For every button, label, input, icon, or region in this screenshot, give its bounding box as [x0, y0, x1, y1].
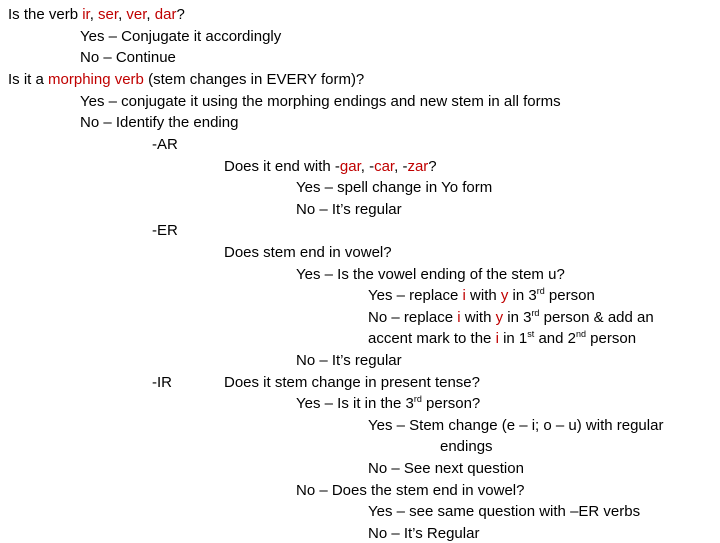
- highlight-gar: gar: [339, 158, 361, 175]
- label-er: -ER: [152, 222, 178, 239]
- answer-yes-third-person: Yes – Is it in the 3rd person?: [296, 394, 481, 412]
- question-stem-vowel: Does stem end in vowel?: [224, 244, 392, 261]
- answer-yes-morphing: Yes – conjugate it using the morphing endings and new stem in all forms: [80, 93, 561, 110]
- answer-no-next-question: No – See next question: [368, 460, 524, 477]
- highlight-dar: dar: [154, 6, 177, 23]
- highlight-ver: ver: [126, 6, 147, 23]
- label-ar: -AR: [152, 136, 178, 153]
- highlight-y: y: [495, 309, 504, 326]
- question-morphing-verb: Is it a morphing verb (stem changes in EVERY form)?: [8, 71, 365, 88]
- highlight-morphing-verb: morphing verb: [48, 71, 144, 88]
- question-verb-ir-ser-ver-dar: Is the verb ir, ser, ver, dar?: [8, 6, 185, 23]
- answer-no-identify-ending: No – Identify the ending: [80, 114, 239, 131]
- question-gar-car-zar: Does it end with -gar, -car, -zar?: [224, 158, 437, 175]
- highlight-ir: ir: [82, 6, 90, 23]
- highlight-zar: zar: [407, 158, 429, 175]
- label-ir: -IR: [152, 374, 172, 391]
- answer-no-continue: No – Continue: [80, 49, 176, 66]
- answer-yes-conjugate: Yes – Conjugate it accordingly: [80, 28, 282, 45]
- answer-endings-continued: endings: [440, 438, 493, 455]
- highlight-i: i: [462, 287, 466, 304]
- highlight-i: i: [495, 330, 499, 347]
- highlight-i: i: [457, 309, 461, 326]
- highlight-y: y: [500, 287, 509, 304]
- answer-yes-vowel-u: Yes – Is the vowel ending of the stem u?: [296, 266, 565, 283]
- answer-no-regular-ir: No – It’s Regular: [368, 525, 480, 542]
- question-stem-change-present: Does it stem change in present tense?: [224, 374, 480, 391]
- answer-yes-stem-change: Yes – Stem change (e – i; o – u) with regular: [368, 417, 664, 434]
- answer-yes-replace-i-y: Yes – replace i with y in 3rd person: [368, 286, 595, 304]
- highlight-ser: ser: [98, 6, 119, 23]
- answer-no-stem-vowel: No – Does the stem end in vowel?: [296, 482, 525, 499]
- answer-no-regular-ar: No – It’s regular: [296, 201, 402, 218]
- highlight-car: car: [374, 158, 395, 175]
- answer-yes-same-as-er: Yes – see same question with –ER verbs: [368, 503, 641, 520]
- answer-no-replace-i-y-accent: No – replace i with y in 3rd person & add an: [368, 308, 654, 326]
- answer-accent-mark-continued: accent mark to the i in 1st and 2nd person: [368, 329, 637, 347]
- answer-yes-spell-change: Yes – spell change in Yo form: [296, 179, 493, 196]
- answer-no-regular-er: No – It’s regular: [296, 352, 402, 369]
